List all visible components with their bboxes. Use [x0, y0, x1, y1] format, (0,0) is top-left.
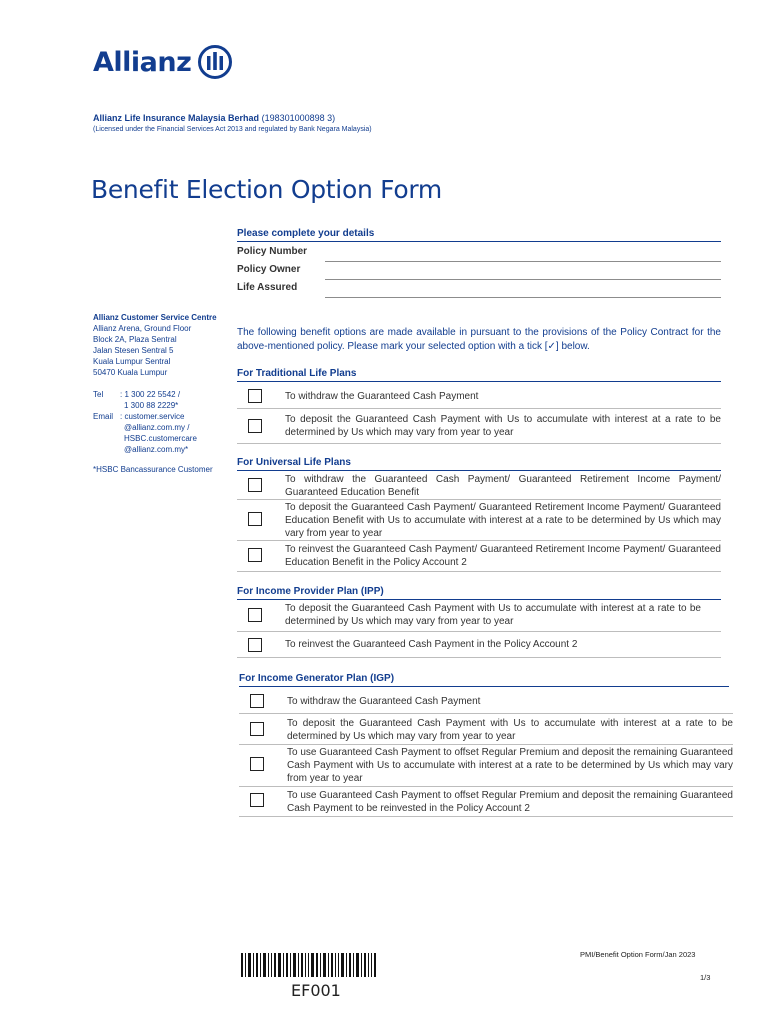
- option-text: To deposit the Guaranteed Cash Payment with Us to accumulate with interest at a rate to be determined by Us which may vary from year to year: [287, 718, 733, 742]
- logo-text: Allianz: [93, 46, 192, 78]
- address-line: Block 2A, Plaza Sentral: [93, 335, 177, 344]
- option-checkbox[interactable]: [248, 478, 262, 492]
- option-row[interactable]: [237, 385, 721, 409]
- allianz-logo: [93, 44, 233, 80]
- email-value: @allianz.com.my /: [124, 423, 190, 432]
- life-assured-field[interactable]: [237, 282, 721, 300]
- page-title: Benefit Election Option Form: [91, 175, 442, 204]
- option-row[interactable]: [237, 409, 721, 444]
- email-value: : customer.service: [120, 412, 185, 421]
- tel-label: Tel: [93, 390, 104, 399]
- option-checkbox[interactable]: [248, 512, 262, 526]
- option-row[interactable]: [239, 745, 733, 787]
- barcode: [241, 953, 377, 977]
- address-line: Kuala Lumpur Sentral: [93, 357, 171, 366]
- option-checkbox[interactable]: [248, 548, 262, 562]
- hsbc-note: *HSBC Bancassurance Customer: [93, 465, 213, 474]
- option-row[interactable]: [237, 541, 721, 572]
- option-checkbox[interactable]: [248, 608, 262, 622]
- option-text: To deposit the Guaranteed Cash Payment with Us to accumulate with interest at a rate to be determined by Us which may vary from year to year: [285, 414, 721, 438]
- option-row[interactable]: [237, 632, 721, 658]
- intro-text: The following benefit options are made available in pursuant to the provisions of the Policy Contract for the above-mentioned policy. Please mark your selected option with a tick [✓] below.: [237, 327, 721, 352]
- life-assured-line: [325, 297, 721, 298]
- option-checkbox[interactable]: [248, 389, 262, 403]
- page-number: 1/3: [700, 973, 711, 982]
- barcode-label: EF001: [291, 981, 341, 1000]
- policy-number-field[interactable]: [237, 246, 721, 264]
- contact-heading: Allianz Customer Service Centre: [93, 313, 217, 322]
- option-row[interactable]: [239, 689, 733, 714]
- company-reg: (198301000898 3): [261, 113, 336, 123]
- option-row[interactable]: [237, 601, 721, 632]
- option-text: To reinvest the Guaranteed Cash Payment/ Guaranteed Retirement Income Payment/ Guaranteed Education Benefit in the Policy Account 2: [285, 544, 721, 568]
- option-checkbox[interactable]: [250, 722, 264, 736]
- life-assured-label: Life Assured: [237, 282, 298, 293]
- section-heading-universal: For Universal Life Plans: [237, 457, 721, 471]
- email-value: HSBC.customercare: [124, 434, 197, 443]
- contact-panel: [93, 312, 217, 378]
- tel-value: 1 300 88 2229*: [124, 401, 179, 410]
- section-heading-traditional: For Traditional Life Plans: [237, 368, 721, 382]
- section-heading-igp: For Income Generator Plan (IGP): [239, 673, 729, 687]
- option-row[interactable]: [237, 472, 721, 500]
- policy-number-label: Policy Number: [237, 246, 308, 257]
- policy-owner-line: [325, 279, 721, 280]
- option-checkbox[interactable]: [250, 793, 264, 807]
- option-checkbox[interactable]: [250, 757, 264, 771]
- option-checkbox[interactable]: [250, 694, 264, 708]
- form-code: PMI/Benefit Option Form/Jan 2023: [580, 950, 696, 959]
- option-text: To withdraw the Guaranteed Cash Payment: [287, 696, 481, 707]
- address-line: Allianz Arena, Ground Floor: [93, 324, 192, 333]
- option-text: To deposit the Guaranteed Cash Payment with Us to accumulate with interest at a rate to be determined by Us which may vary from year to year: [285, 603, 701, 627]
- option-row[interactable]: [239, 714, 733, 745]
- option-text: To reinvest the Guaranteed Cash Payment in the Policy Account 2: [285, 639, 578, 650]
- option-text: To use Guaranteed Cash Payment to offset Regular Premium and deposit the remaining Guaranteed Cash Payment to be reinvested in the Policy Account 2: [287, 790, 733, 814]
- option-text: To use Guaranteed Cash Payment to offset Regular Premium and deposit the remaining Guaranteed Cash Payment with Us to accumulate with interest at a rate to be determined by Us which may vary from year to year: [287, 747, 733, 784]
- email-label: Email: [93, 412, 114, 421]
- address-line: 50470 Kuala Lumpur: [93, 368, 168, 377]
- company-name: Allianz Life Insurance Malaysia Berhad: [93, 113, 260, 123]
- option-checkbox[interactable]: [248, 638, 262, 652]
- tel-block: [93, 389, 197, 455]
- option-row[interactable]: [237, 500, 721, 541]
- option-row[interactable]: [239, 787, 733, 817]
- option-text: To withdraw the Guaranteed Cash Payment: [285, 391, 479, 402]
- option-text: To withdraw the Guaranteed Cash Payment/ Guaranteed Retirement Income Payment/ Guaranteed Education Benefit: [285, 474, 721, 498]
- option-checkbox[interactable]: [248, 419, 262, 433]
- option-text: To deposit the Guaranteed Cash Payment/ Guaranteed Retirement Income Payment/ Guaranteed Education Benefit with Us to accumulate with interest at a rate to be determined by Us which may vary from year to year: [285, 502, 721, 539]
- section-heading-ipp: For Income Provider Plan (IPP): [237, 586, 721, 600]
- license-note: (Licensed under the Financial Services Act 2013 and regulated by Bank Negara Malaysia): [93, 126, 372, 133]
- details-heading: Please complete your details: [237, 228, 721, 242]
- allianz-eagle-icon: [197, 44, 233, 80]
- address-line: Jalan Stesen Sentral 5: [93, 346, 174, 355]
- policy-owner-field[interactable]: [237, 264, 721, 282]
- policy-owner-label: Policy Owner: [237, 264, 301, 275]
- tel-value: : 1 300 22 5542 /: [120, 390, 181, 399]
- policy-number-line: [325, 261, 721, 262]
- email-value: @allianz.com.my*: [124, 445, 189, 454]
- company-line: [93, 113, 335, 123]
